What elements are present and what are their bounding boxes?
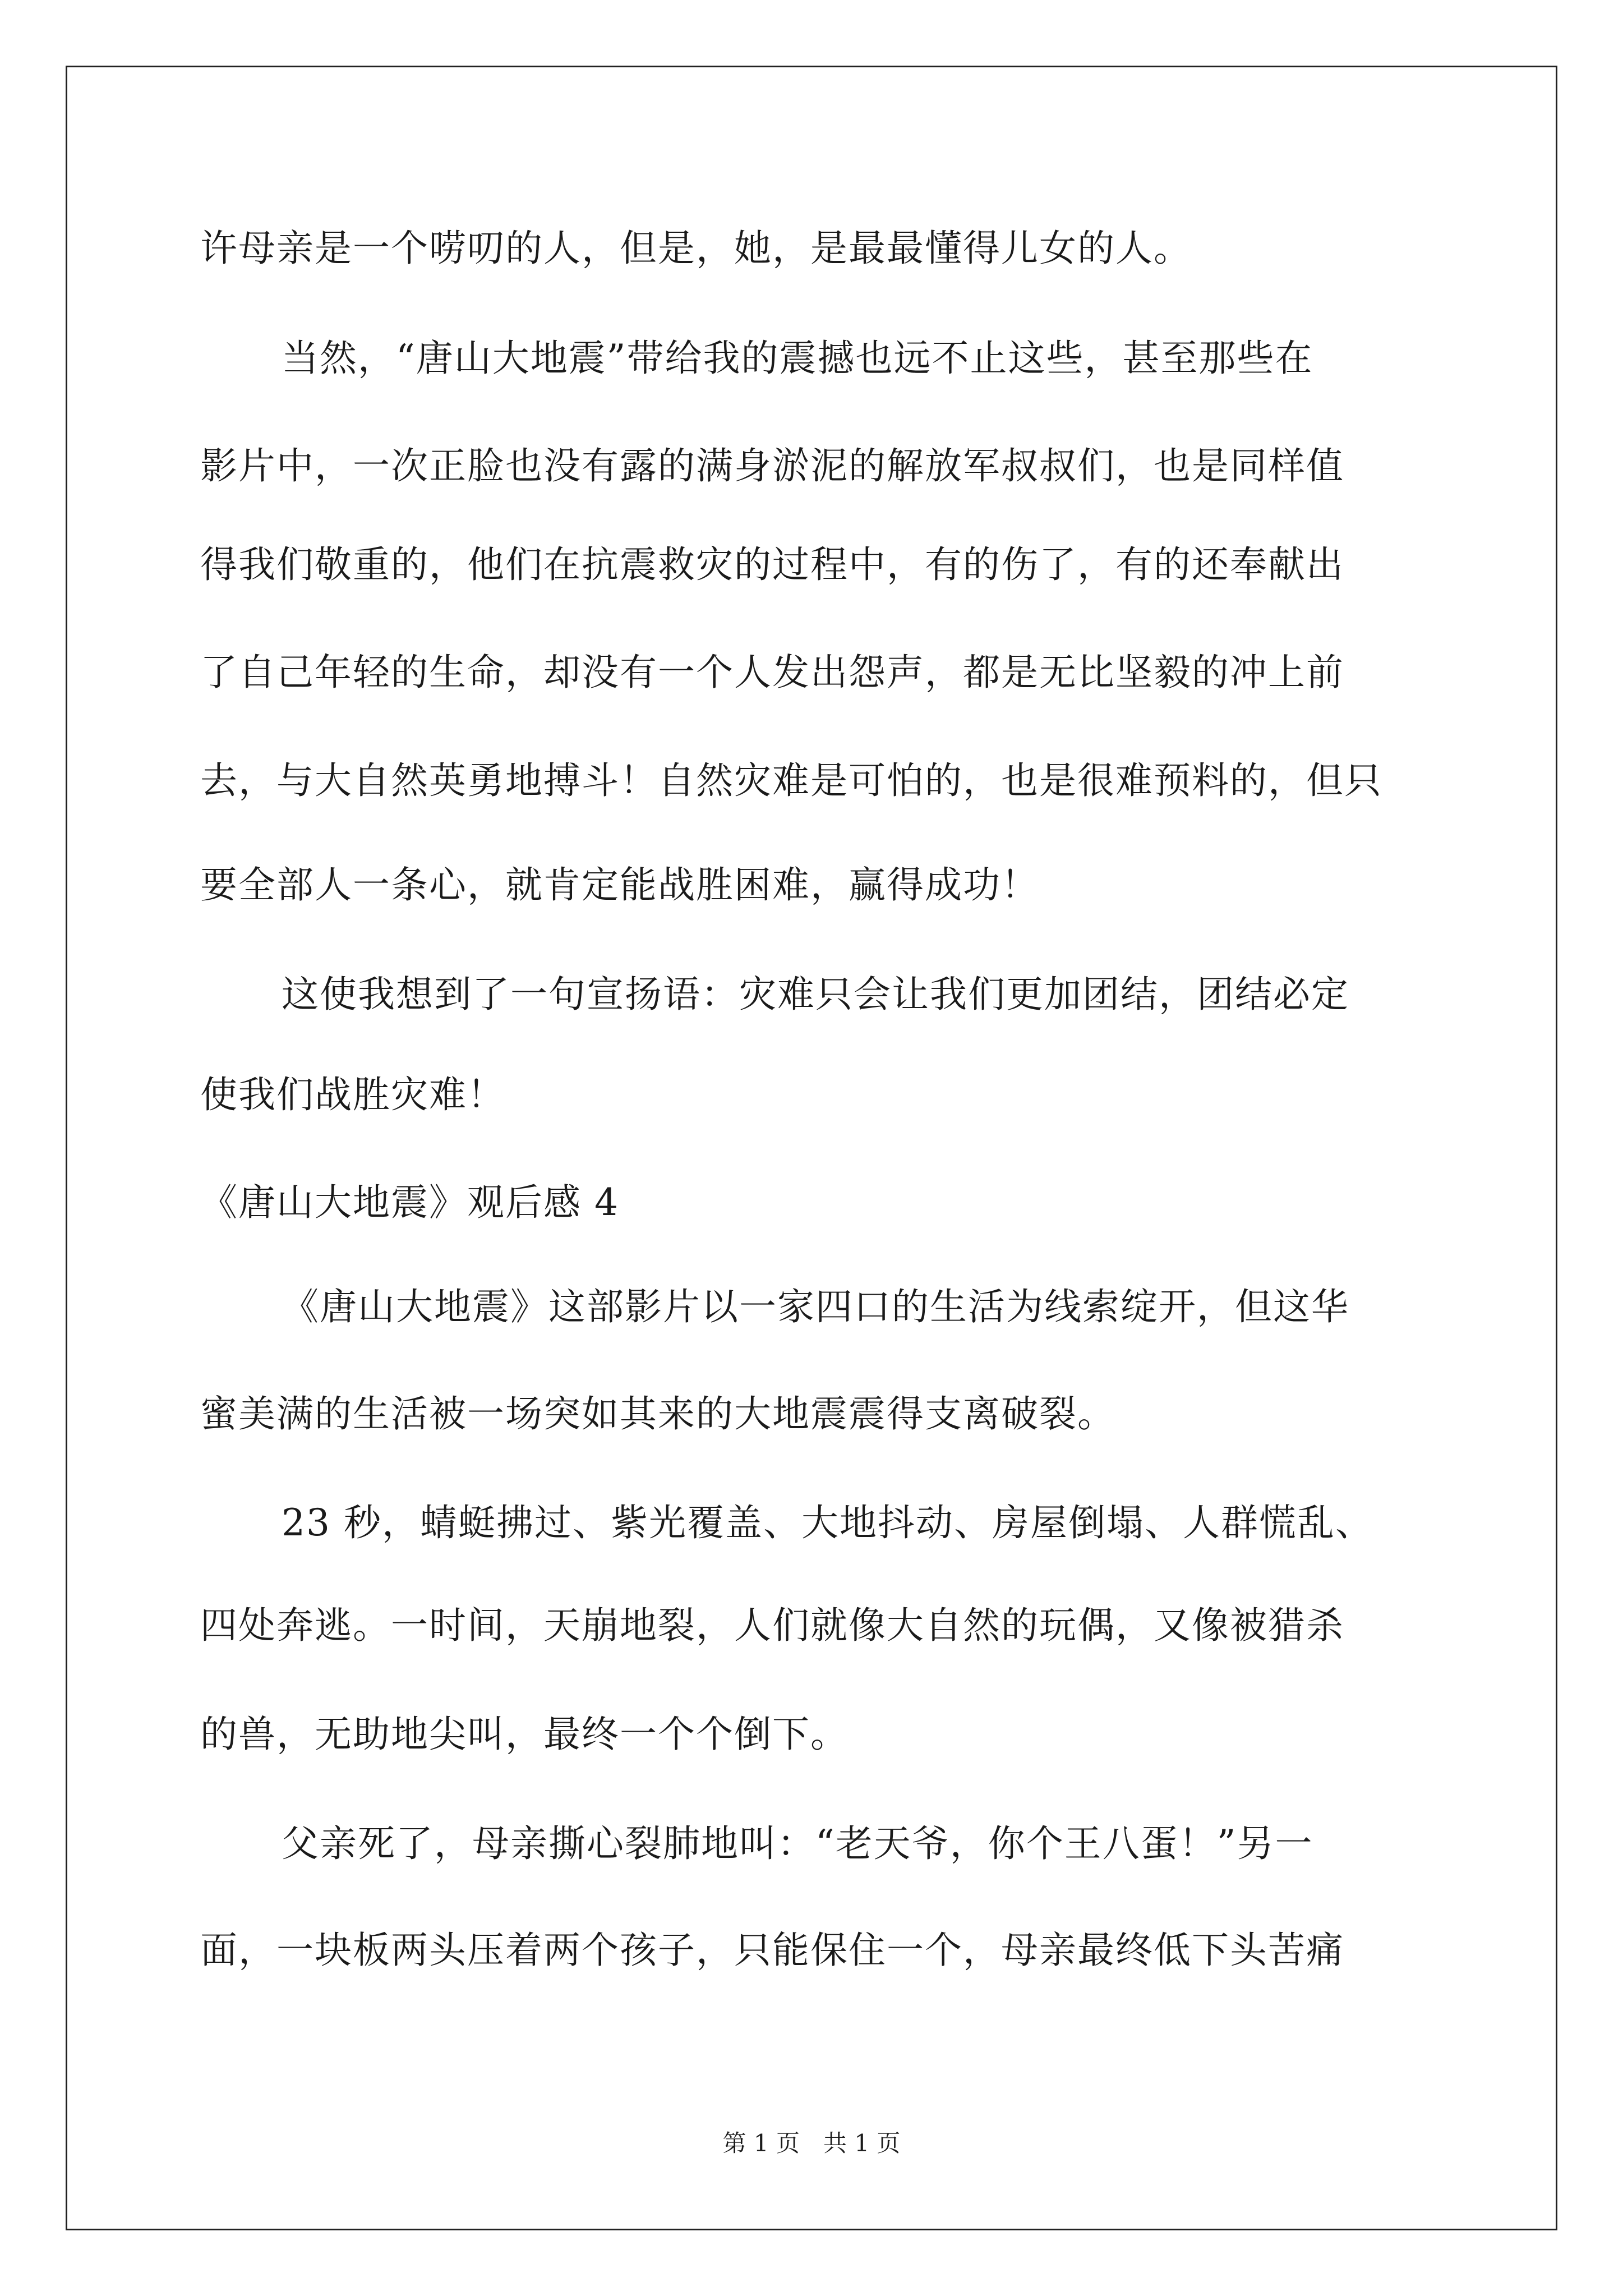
- paragraph-line: 面，一块板两头压着两个孩子，只能保住一个，母亲最终低下头苦痛: [200, 1929, 1344, 1972]
- paragraph-line: 影片中，一次正脸也没有露的满身淤泥的解放军叔叔们，也是同样值: [200, 444, 1344, 487]
- paragraph-line: 父亲死了，母亲撕心裂肺地叫：“老天爷，你个王八蛋！”另一: [282, 1822, 1313, 1865]
- paragraph-line: 许母亲是一个唠叨的人，但是，她，是最最懂得儿女的人。: [200, 227, 1192, 270]
- paragraph-line: 23 秒，蜻蜓拂过、紫光覆盖、大地抖动、房屋倒塌、人群慌乱、: [282, 1501, 1373, 1544]
- paragraph-line: 四处奔逃。一时间，天崩地裂，人们就像大自然的玩偶，又像被猎杀: [200, 1604, 1344, 1647]
- paragraph-line: 这使我想到了一句宣扬语：灾难只会让我们更加团结，团结必定: [282, 973, 1349, 1016]
- paragraph-line: 《唐山大地震》这部影片以一家四口的生活为线索绽开，但这华: [282, 1285, 1349, 1328]
- paragraph-line: 当然，“唐山大地震”带给我的震撼也远不止这些，甚至那些在: [282, 337, 1313, 380]
- paragraph-line: 得我们敬重的，他们在抗震救灾的过程中，有的伤了，有的还奉献出: [200, 543, 1344, 586]
- paragraph-line: 使我们战胜灾难！: [200, 1073, 505, 1116]
- section-heading: 《唐山大地震》观后感 4: [200, 1181, 619, 1224]
- page-footer: 第 1 页 共 1 页: [722, 2129, 901, 2157]
- paragraph-line: 的兽，无助地尖叫，最终一个个倒下。: [200, 1713, 849, 1756]
- page-border: [66, 66, 1557, 2230]
- paragraph-line: 蜜美满的生活被一场突如其来的大地震震得支离破裂。: [200, 1392, 1115, 1435]
- paragraph-line: 要全部人一条心，就肯定能战胜困难，赢得成功！: [200, 863, 1039, 907]
- paragraph-line: 了自己年轻的生命，却没有一个人发出怨声，都是无比坚毅的冲上前: [200, 651, 1344, 694]
- paragraph-line: 去，与大自然英勇地搏斗！自然灾难是可怕的，也是很难预料的，但只: [200, 759, 1382, 802]
